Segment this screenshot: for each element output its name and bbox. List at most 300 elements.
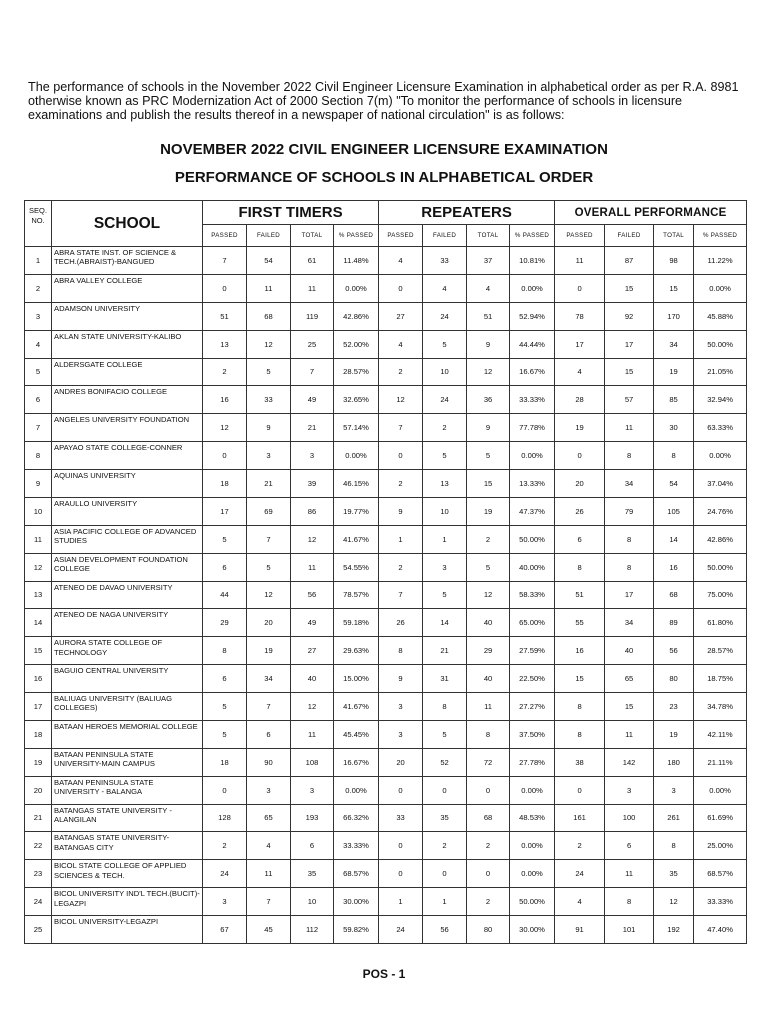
ov-pct-passed-cell: 63.33% <box>694 414 747 442</box>
rp-passed-cell: 7 <box>379 414 423 442</box>
ov-total-cell: 56 <box>654 637 694 665</box>
rp-failed-cell: 2 <box>423 414 467 442</box>
rp-passed-cell: 3 <box>379 720 423 748</box>
rp-pct-passed-cell: 27.59% <box>510 637 555 665</box>
ft-passed-cell: 7 <box>203 247 247 275</box>
ft-passed-cell: 18 <box>203 748 247 776</box>
table-row <box>25 776 747 804</box>
ft-failed-cell: 3 <box>247 442 291 470</box>
ft-pct-passed-cell: 41.67% <box>334 525 379 553</box>
ft-failed-cell: 12 <box>247 581 291 609</box>
ov-failed-cell: 65 <box>605 665 654 693</box>
ft-pct-passed-cell: 0.00% <box>334 776 379 804</box>
ft-failed-cell: 12 <box>247 330 291 358</box>
table-row <box>25 888 747 916</box>
ft-pct-passed-cell: 45.45% <box>334 720 379 748</box>
school-name-cell: ABRA STATE INST. OF SCIENCE & TECH.(ABRAIST)-BANGUED <box>52 247 203 275</box>
subheader-ft-failed: FAILED <box>247 225 291 247</box>
ft-failed-cell: 20 <box>247 609 291 637</box>
rp-total-cell: 12 <box>467 358 510 386</box>
ov-total-cell: 15 <box>654 274 694 302</box>
ft-passed-cell: 6 <box>203 553 247 581</box>
ov-passed-cell: 8 <box>555 553 605 581</box>
rp-passed-cell: 1 <box>379 525 423 553</box>
ov-total-cell: 80 <box>654 665 694 693</box>
school-name-cell: ANDRES BONIFACIO COLLEGE <box>52 386 203 414</box>
table-row <box>25 637 747 665</box>
ov-failed-cell: 79 <box>605 497 654 525</box>
ov-total-cell: 192 <box>654 916 694 944</box>
ft-total-cell: 119 <box>291 302 334 330</box>
ov-passed-cell: 78 <box>555 302 605 330</box>
seq-no-cell: 9 <box>25 470 52 498</box>
ov-total-cell: 180 <box>654 748 694 776</box>
rp-total-cell: 80 <box>467 916 510 944</box>
ov-failed-cell: 100 <box>605 804 654 832</box>
table-row <box>25 414 747 442</box>
seq-no-cell: 8 <box>25 442 52 470</box>
ft-total-cell: 49 <box>291 609 334 637</box>
seq-no-cell: 22 <box>25 832 52 860</box>
school-name-cell: BALIUAG UNIVERSITY (BALIUAG COLLEGES) <box>52 693 203 721</box>
seq-no-cell: 23 <box>25 860 52 888</box>
ft-failed-cell: 6 <box>247 720 291 748</box>
header-overall-performance: OVERALL PERFORMANCE <box>555 201 747 225</box>
table-row <box>25 525 747 553</box>
ov-passed-cell: 51 <box>555 581 605 609</box>
ov-failed-cell: 15 <box>605 358 654 386</box>
ov-passed-cell: 11 <box>555 247 605 275</box>
ft-pct-passed-cell: 42.86% <box>334 302 379 330</box>
ft-total-cell: 49 <box>291 386 334 414</box>
seq-no-cell: 3 <box>25 302 52 330</box>
rp-failed-cell: 4 <box>423 274 467 302</box>
school-name-cell: BATAAN PENINSULA STATE UNIVERSITY-MAIN CAMPUS <box>52 748 203 776</box>
ft-total-cell: 86 <box>291 497 334 525</box>
rp-failed-cell: 33 <box>423 247 467 275</box>
rp-pct-passed-cell: 52.94% <box>510 302 555 330</box>
ft-total-cell: 21 <box>291 414 334 442</box>
table-row <box>25 330 747 358</box>
subheader-rp-total: TOTAL <box>467 225 510 247</box>
ov-failed-cell: 6 <box>605 832 654 860</box>
table-row <box>25 748 747 776</box>
ft-passed-cell: 67 <box>203 916 247 944</box>
ft-passed-cell: 18 <box>203 470 247 498</box>
ft-passed-cell: 24 <box>203 860 247 888</box>
page-subtitle: PERFORMANCE OF SCHOOLS IN ALPHABETICAL ORDER <box>174 169 594 186</box>
ov-passed-cell: 38 <box>555 748 605 776</box>
ov-pct-passed-cell: 68.57% <box>694 860 747 888</box>
table-row <box>25 860 747 888</box>
subheader-rp-pct-passed: % PASSED <box>510 225 555 247</box>
rp-total-cell: 40 <box>467 609 510 637</box>
school-name-cell: BICOL UNIVERSITY IND'L TECH.(BUCIT)-LEGAZPI <box>52 888 203 916</box>
rp-failed-cell: 1 <box>423 888 467 916</box>
ft-pct-passed-cell: 30.00% <box>334 888 379 916</box>
rp-pct-passed-cell: 50.00% <box>510 888 555 916</box>
ov-total-cell: 3 <box>654 776 694 804</box>
ft-passed-cell: 3 <box>203 888 247 916</box>
ft-passed-cell: 44 <box>203 581 247 609</box>
ft-total-cell: 25 <box>291 330 334 358</box>
results-table <box>24 200 747 944</box>
ov-total-cell: 8 <box>654 442 694 470</box>
rp-total-cell: 4 <box>467 274 510 302</box>
ov-total-cell: 12 <box>654 888 694 916</box>
ov-failed-cell: 17 <box>605 581 654 609</box>
ov-passed-cell: 20 <box>555 470 605 498</box>
ov-total-cell: 16 <box>654 553 694 581</box>
header-repeaters: REPEATERS <box>379 201 555 225</box>
ov-failed-cell: 34 <box>605 470 654 498</box>
rp-pct-passed-cell: 50.00% <box>510 525 555 553</box>
rp-pct-passed-cell: 48.53% <box>510 804 555 832</box>
ft-pct-passed-cell: 59.18% <box>334 609 379 637</box>
rp-total-cell: 15 <box>467 470 510 498</box>
seq-no-cell: 12 <box>25 553 52 581</box>
rp-failed-cell: 13 <box>423 470 467 498</box>
rp-total-cell: 8 <box>467 720 510 748</box>
seq-no-cell: 4 <box>25 330 52 358</box>
rp-passed-cell: 2 <box>379 553 423 581</box>
table-row <box>25 497 747 525</box>
rp-failed-cell: 10 <box>423 358 467 386</box>
ft-passed-cell: 16 <box>203 386 247 414</box>
ov-total-cell: 105 <box>654 497 694 525</box>
ft-total-cell: 108 <box>291 748 334 776</box>
ft-failed-cell: 33 <box>247 386 291 414</box>
rp-passed-cell: 20 <box>379 748 423 776</box>
rp-passed-cell: 2 <box>379 358 423 386</box>
rp-pct-passed-cell: 0.00% <box>510 860 555 888</box>
table-row <box>25 442 747 470</box>
ov-passed-cell: 8 <box>555 693 605 721</box>
rp-total-cell: 9 <box>467 414 510 442</box>
ft-failed-cell: 68 <box>247 302 291 330</box>
ov-pct-passed-cell: 21.11% <box>694 748 747 776</box>
seq-no-cell: 5 <box>25 358 52 386</box>
ov-passed-cell: 17 <box>555 330 605 358</box>
ft-total-cell: 11 <box>291 274 334 302</box>
ov-passed-cell: 91 <box>555 916 605 944</box>
school-name-cell: APAYAO STATE COLLEGE-CONNER <box>52 442 203 470</box>
ft-passed-cell: 13 <box>203 330 247 358</box>
ft-passed-cell: 29 <box>203 609 247 637</box>
ft-passed-cell: 2 <box>203 832 247 860</box>
ft-passed-cell: 0 <box>203 776 247 804</box>
ft-total-cell: 3 <box>291 776 334 804</box>
ft-pct-passed-cell: 46.15% <box>334 470 379 498</box>
ov-passed-cell: 0 <box>555 274 605 302</box>
rp-pct-passed-cell: 10.81% <box>510 247 555 275</box>
ft-passed-cell: 6 <box>203 665 247 693</box>
ov-passed-cell: 8 <box>555 720 605 748</box>
school-name-cell: ALDERSGATE COLLEGE <box>52 358 203 386</box>
page-footer: POS - 1 <box>362 967 406 981</box>
rp-failed-cell: 1 <box>423 525 467 553</box>
rp-total-cell: 37 <box>467 247 510 275</box>
ft-pct-passed-cell: 0.00% <box>334 274 379 302</box>
ov-total-cell: 19 <box>654 358 694 386</box>
ft-pct-passed-cell: 29.63% <box>334 637 379 665</box>
rp-passed-cell: 9 <box>379 497 423 525</box>
ov-pct-passed-cell: 0.00% <box>694 274 747 302</box>
ov-total-cell: 19 <box>654 720 694 748</box>
school-name-cell: BATAAN HEROES MEMORIAL COLLEGE <box>52 720 203 748</box>
ov-failed-cell: 8 <box>605 525 654 553</box>
seq-no-cell: 17 <box>25 693 52 721</box>
rp-pct-passed-cell: 27.27% <box>510 693 555 721</box>
ft-pct-passed-cell: 28.57% <box>334 358 379 386</box>
ov-passed-cell: 26 <box>555 497 605 525</box>
ft-total-cell: 10 <box>291 888 334 916</box>
ft-total-cell: 27 <box>291 637 334 665</box>
ov-pct-passed-cell: 50.00% <box>694 330 747 358</box>
ft-failed-cell: 45 <box>247 916 291 944</box>
rp-pct-passed-cell: 0.00% <box>510 442 555 470</box>
subheader-ov-pct-passed: % PASSED <box>694 225 747 247</box>
ft-pct-passed-cell: 54.55% <box>334 553 379 581</box>
ov-passed-cell: 16 <box>555 637 605 665</box>
rp-total-cell: 40 <box>467 665 510 693</box>
table-row <box>25 274 747 302</box>
rp-failed-cell: 5 <box>423 581 467 609</box>
ov-total-cell: 34 <box>654 330 694 358</box>
seq-no-cell: 7 <box>25 414 52 442</box>
ft-total-cell: 61 <box>291 247 334 275</box>
rp-failed-cell: 24 <box>423 302 467 330</box>
ov-pct-passed-cell: 0.00% <box>694 442 747 470</box>
table-row <box>25 720 747 748</box>
rp-passed-cell: 8 <box>379 637 423 665</box>
ov-failed-cell: 11 <box>605 720 654 748</box>
ft-total-cell: 11 <box>291 553 334 581</box>
seq-no-cell: 16 <box>25 665 52 693</box>
ov-total-cell: 170 <box>654 302 694 330</box>
school-name-cell: ATENEO DE DAVAO UNIVERSITY <box>52 581 203 609</box>
ft-pct-passed-cell: 16.67% <box>334 748 379 776</box>
rp-passed-cell: 1 <box>379 888 423 916</box>
rp-pct-passed-cell: 77.78% <box>510 414 555 442</box>
rp-passed-cell: 9 <box>379 665 423 693</box>
ft-failed-cell: 5 <box>247 553 291 581</box>
ov-passed-cell: 19 <box>555 414 605 442</box>
ov-total-cell: 89 <box>654 609 694 637</box>
rp-failed-cell: 5 <box>423 330 467 358</box>
rp-pct-passed-cell: 47.37% <box>510 497 555 525</box>
seq-no-cell: 21 <box>25 804 52 832</box>
ft-total-cell: 56 <box>291 581 334 609</box>
intro-paragraph: The performance of schools in the November 2022 Civil Engineer Licensure Examination in alphabetical order as per R.A. 8981 otherwise known as PRC Modernization Act of 2000 Section 7(m) "To monitor the performance of schools in licensure examinations and publish the results thereof in a newspaper of national circulation" is as follows: <box>28 80 739 122</box>
ft-passed-cell: 5 <box>203 720 247 748</box>
ft-passed-cell: 51 <box>203 302 247 330</box>
school-name-cell: BICOL UNIVERSITY-LEGAZPI <box>52 916 203 944</box>
ft-passed-cell: 0 <box>203 442 247 470</box>
table-row <box>25 665 747 693</box>
ft-total-cell: 11 <box>291 720 334 748</box>
ft-pct-passed-cell: 15.00% <box>334 665 379 693</box>
ov-failed-cell: 87 <box>605 247 654 275</box>
seq-no-cell: 20 <box>25 776 52 804</box>
ft-failed-cell: 69 <box>247 497 291 525</box>
ft-pct-passed-cell: 68.57% <box>334 860 379 888</box>
ov-total-cell: 23 <box>654 693 694 721</box>
ft-failed-cell: 11 <box>247 860 291 888</box>
ov-pct-passed-cell: 50.00% <box>694 553 747 581</box>
rp-failed-cell: 5 <box>423 442 467 470</box>
rp-failed-cell: 0 <box>423 776 467 804</box>
school-name-cell: ASIAN DEVELOPMENT FOUNDATION COLLEGE <box>52 553 203 581</box>
rp-passed-cell: 4 <box>379 247 423 275</box>
ov-passed-cell: 28 <box>555 386 605 414</box>
page-title: NOVEMBER 2022 CIVIL ENGINEER LICENSURE EXAMINATION <box>160 141 608 158</box>
school-name-cell: ABRA VALLEY COLLEGE <box>52 274 203 302</box>
seq-no-cell: 19 <box>25 748 52 776</box>
seq-no-cell: 13 <box>25 581 52 609</box>
ov-pct-passed-cell: 28.57% <box>694 637 747 665</box>
rp-failed-cell: 2 <box>423 832 467 860</box>
subheader-ft-pct-passed: % PASSED <box>334 225 379 247</box>
rp-failed-cell: 35 <box>423 804 467 832</box>
rp-failed-cell: 10 <box>423 497 467 525</box>
table-row <box>25 358 747 386</box>
ov-pct-passed-cell: 0.00% <box>694 776 747 804</box>
ov-total-cell: 261 <box>654 804 694 832</box>
rp-pct-passed-cell: 37.50% <box>510 720 555 748</box>
ft-pct-passed-cell: 66.32% <box>334 804 379 832</box>
rp-passed-cell: 0 <box>379 274 423 302</box>
seq-no-cell: 15 <box>25 637 52 665</box>
rp-passed-cell: 7 <box>379 581 423 609</box>
seq-no-cell: 18 <box>25 720 52 748</box>
rp-pct-passed-cell: 33.33% <box>510 386 555 414</box>
school-name-cell: BICOL STATE COLLEGE OF APPLIED SCIENCES & TECH. <box>52 860 203 888</box>
ov-pct-passed-cell: 25.00% <box>694 832 747 860</box>
school-name-cell: ASIA PACIFIC COLLEGE OF ADVANCED STUDIES <box>52 525 203 553</box>
ov-failed-cell: 8 <box>605 442 654 470</box>
ft-failed-cell: 4 <box>247 832 291 860</box>
ov-failed-cell: 92 <box>605 302 654 330</box>
rp-total-cell: 5 <box>467 553 510 581</box>
rp-passed-cell: 33 <box>379 804 423 832</box>
rp-total-cell: 2 <box>467 888 510 916</box>
ft-failed-cell: 3 <box>247 776 291 804</box>
seq-no-cell: 14 <box>25 609 52 637</box>
rp-pct-passed-cell: 0.00% <box>510 274 555 302</box>
ft-pct-passed-cell: 78.57% <box>334 581 379 609</box>
rp-failed-cell: 52 <box>423 748 467 776</box>
ov-failed-cell: 40 <box>605 637 654 665</box>
ov-pct-passed-cell: 61.69% <box>694 804 747 832</box>
ft-passed-cell: 17 <box>203 497 247 525</box>
table-row <box>25 581 747 609</box>
seq-no-cell: 25 <box>25 916 52 944</box>
ov-pct-passed-cell: 24.76% <box>694 497 747 525</box>
rp-pct-passed-cell: 30.00% <box>510 916 555 944</box>
subheader-ft-total: TOTAL <box>291 225 334 247</box>
ft-total-cell: 112 <box>291 916 334 944</box>
seq-no-cell: 11 <box>25 525 52 553</box>
school-name-cell: ANGELES UNIVERSITY FOUNDATION <box>52 414 203 442</box>
rp-passed-cell: 24 <box>379 916 423 944</box>
ft-failed-cell: 11 <box>247 274 291 302</box>
rp-total-cell: 0 <box>467 776 510 804</box>
subheader-rp-failed: FAILED <box>423 225 467 247</box>
table-body <box>25 247 747 944</box>
ft-total-cell: 6 <box>291 832 334 860</box>
rp-passed-cell: 4 <box>379 330 423 358</box>
ov-failed-cell: 8 <box>605 888 654 916</box>
ov-passed-cell: 15 <box>555 665 605 693</box>
rp-total-cell: 68 <box>467 804 510 832</box>
ov-total-cell: 30 <box>654 414 694 442</box>
rp-pct-passed-cell: 27.78% <box>510 748 555 776</box>
header-school: SCHOOL <box>52 201 203 247</box>
ov-failed-cell: 15 <box>605 693 654 721</box>
ft-total-cell: 40 <box>291 665 334 693</box>
rp-pct-passed-cell: 16.67% <box>510 358 555 386</box>
ov-total-cell: 98 <box>654 247 694 275</box>
ov-failed-cell: 8 <box>605 553 654 581</box>
rp-passed-cell: 0 <box>379 442 423 470</box>
seq-no-cell: 2 <box>25 274 52 302</box>
school-name-cell: AKLAN STATE UNIVERSITY-KALIBO <box>52 330 203 358</box>
ov-total-cell: 8 <box>654 832 694 860</box>
school-name-cell: AURORA STATE COLLEGE OF TECHNOLOGY <box>52 637 203 665</box>
header-first-timers: FIRST TIMERS <box>203 201 379 225</box>
rp-failed-cell: 56 <box>423 916 467 944</box>
table-row <box>25 916 747 944</box>
ft-failed-cell: 7 <box>247 525 291 553</box>
rp-total-cell: 29 <box>467 637 510 665</box>
school-name-cell: ARAULLO UNIVERSITY <box>52 497 203 525</box>
rp-failed-cell: 0 <box>423 860 467 888</box>
ov-passed-cell: 6 <box>555 525 605 553</box>
ov-failed-cell: 101 <box>605 916 654 944</box>
ft-total-cell: 12 <box>291 693 334 721</box>
rp-failed-cell: 5 <box>423 720 467 748</box>
ft-passed-cell: 128 <box>203 804 247 832</box>
ft-pct-passed-cell: 0.00% <box>334 442 379 470</box>
ov-passed-cell: 55 <box>555 609 605 637</box>
ft-failed-cell: 5 <box>247 358 291 386</box>
ft-pct-passed-cell: 11.48% <box>334 247 379 275</box>
ov-pct-passed-cell: 61.80% <box>694 609 747 637</box>
rp-pct-passed-cell: 44.44% <box>510 330 555 358</box>
ov-pct-passed-cell: 47.40% <box>694 916 747 944</box>
ft-passed-cell: 2 <box>203 358 247 386</box>
ft-failed-cell: 90 <box>247 748 291 776</box>
subheader-ov-failed: FAILED <box>605 225 654 247</box>
rp-pct-passed-cell: 58.33% <box>510 581 555 609</box>
ov-passed-cell: 0 <box>555 442 605 470</box>
rp-total-cell: 2 <box>467 525 510 553</box>
ov-pct-passed-cell: 42.11% <box>694 720 747 748</box>
rp-total-cell: 72 <box>467 748 510 776</box>
ov-pct-passed-cell: 11.22% <box>694 247 747 275</box>
ov-passed-cell: 4 <box>555 888 605 916</box>
ft-pct-passed-cell: 59.82% <box>334 916 379 944</box>
ov-total-cell: 14 <box>654 525 694 553</box>
ft-total-cell: 7 <box>291 358 334 386</box>
ov-pct-passed-cell: 18.75% <box>694 665 747 693</box>
ft-pct-passed-cell: 33.33% <box>334 832 379 860</box>
ft-failed-cell: 65 <box>247 804 291 832</box>
ft-pct-passed-cell: 32.65% <box>334 386 379 414</box>
rp-passed-cell: 0 <box>379 776 423 804</box>
ft-total-cell: 35 <box>291 860 334 888</box>
